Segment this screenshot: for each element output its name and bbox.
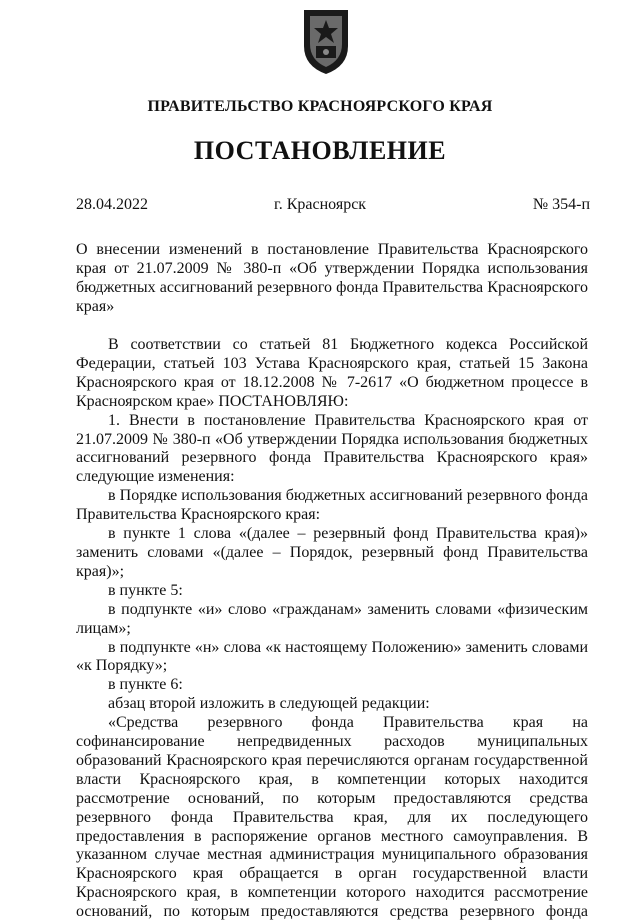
body-paragraph: абзац второй изложить в следующей редакции:: [108, 695, 430, 713]
body-paragraph: в пункте 5:: [108, 581, 183, 599]
body-paragraph: «Средства резервного фонда Правительства края на софинансирование непредвиденных расходов муниципальных образований Красноярского края перечисляются органам государственной власти Красноярского края, в компетенции которых находится рассмотрение оснований, по которым предоставляются средства резервного фонда Правительства края, для их последующего предоставления в распоряжение органов местного самоуправления. В указанном случае местная администрация муниципального образования Красноярского края обращается в орган государственной власти Красноярского края, в компетенции которого находится рассмотрение оснований, по которым предоставляются средства резервного фонда: [76, 714, 588, 921]
body-paragraph: в подпункте «и» слово «гражданам» заменить словами «физическим лицам»;: [76, 600, 588, 637]
body-paragraph: в подпункте «н» слова «к настоящему Положению» заменить словами «к Порядку»;: [76, 638, 588, 675]
document-date: 28.04.2022: [76, 196, 148, 213]
body-paragraph: 1. Внести в постановление Правительства Красноярского края от 21.07.2009 № 380-п «Об утверждении Порядка использования бюджетных ассигнований резервного фонда Правительства Красноярского края» следующие изменения:: [76, 411, 588, 486]
coat-of-arms-emblem: [298, 6, 354, 76]
body-paragraph: в пункте 6:: [108, 676, 183, 694]
document-subject: О внесении изменений в постановление Правительства Красноярского края от 21.07.2009 № 380-п «Об утверждении Порядка использования бюджетных ассигнований резервного фонда Правительства Красноярского края»: [76, 241, 588, 315]
body-paragraph: В соответствии со статьей 81 Бюджетного кодекса Российской Федерации, статьей 103 Устава Красноярского края, статьей 15 Закона Красноярского края от 18.12.2008 № 7-2617 «О бюджетном процессе в Красноярском крае» ПОСТАНОВЛЯЮ:: [76, 336, 588, 410]
body-paragraph: в Порядке использования бюджетных ассигнований резервного фонда Правительства Красноярского края:: [76, 487, 588, 524]
document-body: [76, 336, 588, 922]
document-city: г. Красноярск: [273, 196, 367, 213]
document-number: № 354-п: [532, 196, 590, 213]
document-title: ПОСТАНОВЛЕНИЕ: [193, 136, 447, 165]
body-paragraph: в пункте 1 слова «(далее – резервный фонд Правительства края)» заменить словами «(далее – Порядок, резервный фонд Правительства края)»;: [76, 525, 588, 580]
government-name: ПРАВИТЕЛЬСТВО КРАСНОЯРСКОГО КРАЯ: [147, 98, 493, 115]
